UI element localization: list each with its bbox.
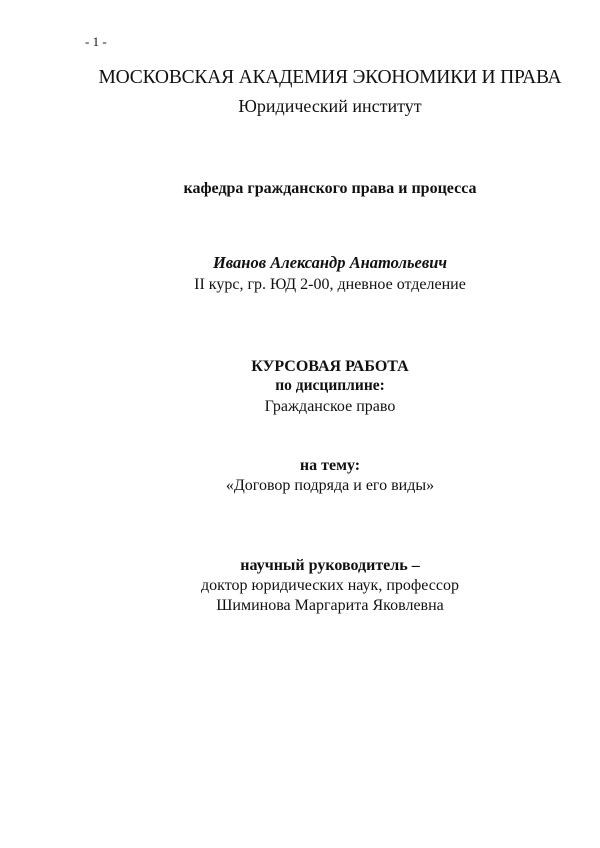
discipline-value: Гражданское право bbox=[264, 398, 396, 415]
page-number: - 1 - bbox=[85, 34, 107, 49]
student-name: Иванов Александр Анатольевич bbox=[212, 253, 448, 272]
department-name: кафедра гражданского права и процесса bbox=[183, 180, 477, 197]
work-type-heading: КУРСОВАЯ РАБОТА bbox=[251, 358, 409, 375]
institute-name: Юридический институт bbox=[238, 96, 422, 116]
topic-label: на тему: bbox=[299, 457, 361, 474]
supervisor-name: Шиминова Маргарита Яковлевна bbox=[216, 597, 444, 614]
supervisor-label: научный руководитель – bbox=[240, 557, 420, 574]
academy-name: МОСКОВСКАЯ АКАДЕМИЯ ЭКОНОМИКИ И ПРАВА bbox=[98, 67, 562, 88]
student-info: II курс, гр. ЮД 2-00, дневное отделение bbox=[194, 276, 466, 293]
supervisor-degree: доктор юридических наук, профессор bbox=[201, 577, 459, 594]
discipline-label: по дисциплине: bbox=[275, 377, 385, 394]
topic-value: «Договор подряда и его виды» bbox=[225, 477, 435, 494]
